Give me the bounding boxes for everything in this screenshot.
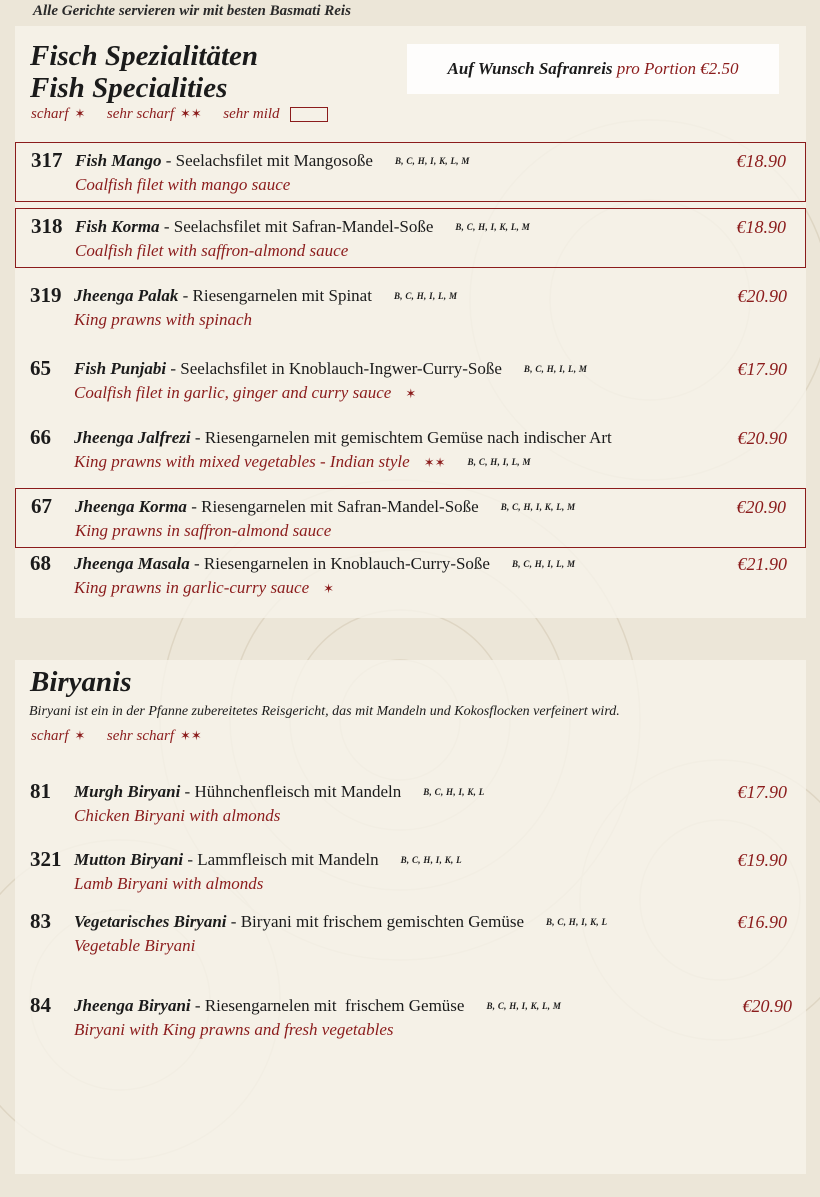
item-desc-en: Chicken Biryani with almonds xyxy=(74,806,281,825)
menu-item: 83 Vegetarisches Biryani - Biryani mit frischem gemischten Gemüse B, C, H, I, K, L Vegetable Biryani €16.90 xyxy=(30,909,787,955)
item-desc-de: Riesengarnelen mit frischem Gemüse xyxy=(204,996,465,1015)
item-name: Jheenga Korma xyxy=(75,497,187,516)
item-price: €18.90 xyxy=(736,151,786,171)
saffron-price: €2.50 xyxy=(700,59,739,78)
item-desc-en: Lamb Biryani with almonds xyxy=(74,874,264,893)
item-name: Jheenga Palak xyxy=(74,286,179,305)
item-allergens: B, C, H, I, L, M xyxy=(393,291,458,301)
saffron-unit: pro Portion xyxy=(616,59,696,78)
menu-item: 84 Jheenga Biryani - Riesengarnelen mit frischem Gemüse B, C, H, I, K, L, M Biryani with King prawns and fresh vegetables €20.90 xyxy=(30,993,792,1039)
item-number: 81 xyxy=(30,779,51,803)
item-desc-en: Coalfish filet in garlic, ginger and curry sauce xyxy=(74,383,392,402)
item-allergens: B, C, H, I, L, M xyxy=(467,457,531,467)
item-allergens: B, C, H, I, K, L, M xyxy=(455,222,531,232)
item-price: €20.90 xyxy=(736,497,786,517)
item-number: 84 xyxy=(30,993,51,1017)
menu-item: 319 Jheenga Palak - Riesengarnelen mit Spinat B, C, H, I, L, M King prawns with spinach €20.90 xyxy=(30,283,787,329)
item-name: Vegetarisches Biryani xyxy=(74,912,227,931)
menu-item: 81 Murgh Biryani - Hühnchenfleisch mit Mandeln B, C, H, I, K, L Chicken Biryani with almonds €17.90 xyxy=(30,779,787,825)
menu-item: 68 Jheenga Masala - Riesengarnelen in Knoblauch-Curry-Soße B, C, H, I, L, M King prawns in garlic-curry sauce ✶ €21.90 xyxy=(30,551,787,597)
item-price: €17.90 xyxy=(737,782,787,802)
chili-icon: ✶ xyxy=(323,581,335,596)
item-number: 68 xyxy=(30,551,51,575)
legend-very-mild-label: sehr mild xyxy=(223,106,280,122)
item-desc-de: Lammfleisch mit Mandeln xyxy=(197,850,379,869)
item-price: €20.90 xyxy=(737,428,787,448)
item-desc-de: Seelachsfilet in Knoblauch-Ingwer-Curry-Soße xyxy=(180,359,502,378)
item-number: 318 xyxy=(31,214,63,238)
mild-box-icon xyxy=(290,107,328,122)
menu-item: 321 Mutton Biryani - Lammfleisch mit Mandeln B, C, H, I, K, L Lamb Biryani with almonds €19.90 xyxy=(30,847,787,893)
item-number: 83 xyxy=(30,909,51,933)
item-number: 317 xyxy=(31,148,63,172)
biryani-intro: Biryani ist ein in der Pfanne zubereitetes Reisgericht, das mit Mandeln und Kokosflocken verfeinert wird. xyxy=(29,704,620,719)
item-name: Fish Korma xyxy=(75,217,160,236)
item-desc-de: Hühnchenfleisch mit Mandeln xyxy=(194,782,402,801)
item-price: €20.90 xyxy=(737,286,787,306)
item-desc-de: Seelachsfilet mit Safran-Mandel-Soße xyxy=(173,217,434,236)
item-price: €19.90 xyxy=(737,850,787,870)
item-number: 67 xyxy=(31,494,52,518)
item-desc-de: Biryani mit frischem gemischten Gemüse xyxy=(240,912,524,931)
legend-hot-label: scharf xyxy=(31,106,69,122)
menu-item: 65 Fish Punjabi - Seelachsfilet in Knoblauch-Ingwer-Curry-Soße B, C, H, I, L, M Coalfish filet in garlic, ginger and curry sauce ✶ €17.90 xyxy=(30,356,787,402)
fish-title-de: Fisch Spezialitäten xyxy=(30,40,259,72)
item-allergens: B, C, H, I, K, L xyxy=(423,787,485,797)
item-price: €16.90 xyxy=(737,912,787,932)
double-chili-icon: ✶✶ xyxy=(180,106,202,121)
double-chili-icon: ✶✶ xyxy=(180,728,202,743)
item-allergens: B, C, H, I, K, L, M xyxy=(500,502,576,512)
legend-very-hot-label: sehr scharf xyxy=(106,106,174,122)
item-desc-de: Riesengarnelen mit Spinat xyxy=(192,286,372,305)
item-name: Jheenga Biryani xyxy=(74,996,191,1015)
rice-note: Alle Gerichte servieren wir mit besten Basmati Reis xyxy=(33,3,351,19)
menu-item: 67 Jheenga Korma - Riesengarnelen mit Safran-Mandel-Soße B, C, H, I, K, L, M King prawns in saffron-almond sauce €20.90 xyxy=(15,488,806,548)
saffron-label: Auf Wunsch Safranreis xyxy=(447,59,613,78)
item-number: 319 xyxy=(30,283,62,307)
chili-icon: ✶ xyxy=(74,728,86,743)
item-name: Mutton Biryani xyxy=(74,850,184,869)
fish-section-title xyxy=(30,40,258,104)
item-desc-de: Riesengarnelen in Knoblauch-Curry-Soße xyxy=(203,554,490,573)
item-allergens: B, C, H, I, L, M xyxy=(511,559,576,569)
item-desc-en: Vegetable Biryani xyxy=(74,936,196,955)
fish-specialities-section xyxy=(15,26,806,618)
item-price: €17.90 xyxy=(737,359,787,379)
menu-item: 317 Fish Mango - Seelachsfilet mit Mangosoße B, C, H, I, K, L, M Coalfish filet with mango sauce €18.90 xyxy=(15,142,806,202)
item-desc-de: Riesengarnelen mit gemischtem Gemüse nach indischer Art xyxy=(204,428,612,447)
item-allergens: B, C, H, I, L, M xyxy=(523,364,588,374)
item-desc-en: King prawns in saffron-almond sauce xyxy=(75,521,332,540)
item-desc-en: King prawns with spinach xyxy=(74,310,253,329)
spice-legend xyxy=(31,106,328,123)
item-allergens: B, C, H, I, K, L, M xyxy=(486,1001,562,1011)
item-price: €21.90 xyxy=(737,554,787,574)
item-allergens: B, C, H, I, K, L xyxy=(545,917,608,927)
menu-item: 318 Fish Korma - Seelachsfilet mit Safran-Mandel-Soße B, C, H, I, K, L, M Coalfish filet with saffron-almond sauce €18.90 xyxy=(15,208,806,268)
saffron-rice-note xyxy=(407,44,779,94)
biryani-section-title: Biryanis xyxy=(30,666,132,698)
biryanis-section xyxy=(15,660,806,1174)
item-name: Jheenga Masala xyxy=(74,554,190,573)
item-name: Fish Mango xyxy=(75,151,162,170)
item-desc-en: King prawns with mixed vegetables - Indian style xyxy=(74,452,410,471)
item-allergens: B, C, H, I, K, L xyxy=(400,855,462,865)
item-desc-de: Riesengarnelen mit Safran-Mandel-Soße xyxy=(201,497,479,516)
item-name: Fish Punjabi xyxy=(74,359,167,378)
legend-very-hot-label: sehr scharf xyxy=(106,728,174,744)
item-name: Murgh Biryani xyxy=(74,782,181,801)
item-desc-en: Biryani with King prawns and fresh vegetables xyxy=(74,1020,394,1039)
item-desc-en: King prawns in garlic-curry sauce xyxy=(74,578,310,597)
item-price: €18.90 xyxy=(736,217,786,237)
item-number: 66 xyxy=(30,425,51,449)
spice-legend xyxy=(31,728,202,745)
item-allergens: B, C, H, I, K, L, M xyxy=(394,156,470,166)
double-chili-icon: ✶✶ xyxy=(423,455,446,470)
item-number: 321 xyxy=(30,847,62,871)
item-name: Jheenga Jalfrezi xyxy=(74,428,191,447)
fish-title-en: Fish Specialities xyxy=(30,72,228,104)
chili-icon: ✶ xyxy=(74,106,86,121)
item-number: 65 xyxy=(30,356,51,380)
item-desc-en: Coalfish filet with saffron-almond sauce xyxy=(75,241,349,260)
chili-icon: ✶ xyxy=(405,386,417,401)
item-desc-en: Coalfish filet with mango sauce xyxy=(75,175,291,194)
menu-item: 66 Jheenga Jalfrezi - Riesengarnelen mit gemischtem Gemüse nach indischer Art King prawns with mixed vegetables - Indian style ✶✶ B, C, H, I, L, M €20.90 xyxy=(30,425,787,471)
legend-hot-label: scharf xyxy=(31,728,69,744)
item-price: €20.90 xyxy=(742,996,792,1016)
item-desc-de: Seelachsfilet mit Mangosoße xyxy=(175,151,373,170)
